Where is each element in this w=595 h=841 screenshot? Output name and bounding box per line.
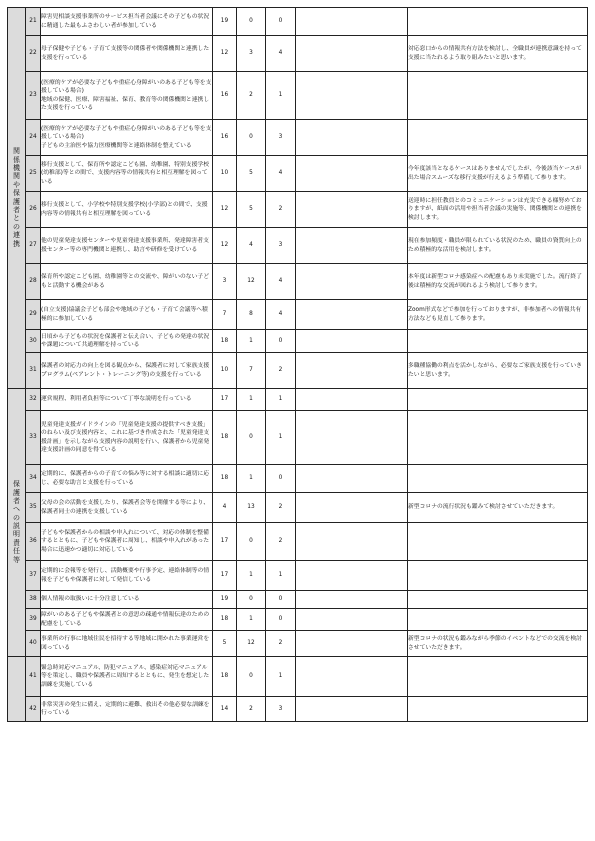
count-yes: 12	[213, 228, 237, 264]
count-yes: 10	[213, 156, 237, 192]
row-number: 36	[26, 523, 41, 561]
comment-text	[408, 8, 588, 36]
comment-text	[408, 389, 588, 411]
section-label	[8, 8, 26, 389]
comment-text	[408, 561, 588, 591]
question-text: 移行支援として、小学校や特別支援学校(小学部)との間で、支援内容等の情報共有と相互理解を図っている	[41, 192, 213, 228]
row-number: 40	[26, 631, 41, 657]
count-neutral: 1	[237, 389, 266, 411]
row-number: 24	[26, 120, 41, 156]
count-no: 4	[266, 36, 296, 72]
comment-text: 今年度該当となるケースはありませんでしたが、今後該当ケースが出た場合スムーズな移行支援が行えるよう準備して参ります。	[408, 156, 588, 192]
count-no: 4	[266, 264, 296, 300]
row-number: 41	[26, 657, 41, 697]
count-no: 2	[266, 523, 296, 561]
table-row	[8, 156, 588, 192]
improvement-cell	[296, 228, 408, 264]
improvement-cell	[296, 156, 408, 192]
count-neutral: 1	[237, 609, 266, 631]
count-neutral: 4	[237, 228, 266, 264]
table-row	[8, 330, 588, 353]
question-text: (自立支援)協議会子ども部会や地域の子ども・子育て会議等へ積極的に参加している	[41, 300, 213, 330]
count-no: 2	[266, 353, 296, 389]
section-label	[8, 657, 26, 722]
count-yes: 18	[213, 330, 237, 353]
row-number: 38	[26, 591, 41, 609]
count-neutral: 0	[237, 8, 266, 36]
count-yes: 18	[213, 411, 237, 465]
evaluation-table	[7, 7, 588, 722]
improvement-cell	[296, 8, 408, 36]
row-number: 42	[26, 697, 41, 722]
count-no: 0	[266, 8, 296, 36]
count-yes: 18	[213, 657, 237, 697]
question-text: (医療的ケアが必要な子どもや重症心身障がいのある子ども等を支援している場合) 地域の保健、医療、障害福祉、保育、教育等の関係機関と連携した支援を行っている	[41, 72, 213, 120]
count-yes: 12	[213, 192, 237, 228]
table-row	[8, 120, 588, 156]
improvement-cell	[296, 411, 408, 465]
count-no: 1	[266, 389, 296, 411]
question-text: 子どもや保護者からの相談や申入れについて、対応の体制を整備するとともに、子どもや保護者に周知し、相談や申入れがあった場合に迅速かつ適切に対応している	[41, 523, 213, 561]
comment-text: Zoom形式などで参加を行っておりますが、非参加者への情報共有方法なども見直して参ります。	[408, 300, 588, 330]
row-number: 35	[26, 493, 41, 523]
improvement-cell	[296, 493, 408, 523]
table-row	[8, 353, 588, 389]
count-yes: 4	[213, 493, 237, 523]
table-row	[8, 523, 588, 561]
comment-text	[408, 120, 588, 156]
row-number: 30	[26, 330, 41, 353]
row-number: 21	[26, 8, 41, 36]
count-yes: 3	[213, 264, 237, 300]
question-text: 定期的に会報等を発行し、活動概要や行事予定、連絡体制等の情報を子どもや保護者に対して発信している	[41, 561, 213, 591]
question-text: 日頃から子どもの状況を保護者と伝え合い、子どもの発達の状況や課題について共通理解を持っている	[41, 330, 213, 353]
improvement-cell	[296, 192, 408, 228]
comment-text	[408, 697, 588, 722]
comment-text	[408, 591, 588, 609]
question-text: 障害児相談支援事業所のサービス担当者会議にその子どもの状況に精通した最もふさわしい者が参加している	[41, 8, 213, 36]
improvement-cell	[296, 631, 408, 657]
comment-text: 新型コロナの流行状況も鑑みて検討させていただきます。	[408, 493, 588, 523]
table-row	[8, 264, 588, 300]
row-number: 34	[26, 465, 41, 493]
improvement-cell	[296, 657, 408, 697]
count-neutral: 0	[237, 591, 266, 609]
count-neutral: 5	[237, 192, 266, 228]
comment-text: 新型コロナの状況も鑑みながら季節のイベントなどでの交流を検討させていただきます。	[408, 631, 588, 657]
count-no: 1	[266, 72, 296, 120]
row-number: 28	[26, 264, 41, 300]
count-no: 2	[266, 192, 296, 228]
count-yes: 19	[213, 8, 237, 36]
count-yes: 12	[213, 36, 237, 72]
count-neutral: 0	[237, 120, 266, 156]
row-number: 39	[26, 609, 41, 631]
count-yes: 18	[213, 609, 237, 631]
count-neutral: 1	[237, 465, 266, 493]
count-neutral: 1	[237, 561, 266, 591]
count-no: 2	[266, 493, 296, 523]
comment-text	[408, 609, 588, 631]
comment-text	[408, 411, 588, 465]
section-label-text: 関係機関や保護者との連携	[13, 147, 20, 248]
comment-text: 本年度は新型コロナ感染症への配慮もあり未実施でした。流行終了後は積極的な交流が図れるよう検討して参ります。	[408, 264, 588, 300]
count-yes: 16	[213, 72, 237, 120]
count-neutral: 3	[237, 36, 266, 72]
improvement-cell	[296, 609, 408, 631]
count-yes: 14	[213, 697, 237, 722]
improvement-cell	[296, 300, 408, 330]
question-text: 事業所の行事に地域住民を招待する等地域に開かれた事業運営を図っている	[41, 631, 213, 657]
evaluation-sheet	[7, 7, 587, 835]
count-yes: 19	[213, 591, 237, 609]
count-no: 0	[266, 465, 296, 493]
count-yes: 7	[213, 300, 237, 330]
count-neutral: 5	[237, 156, 266, 192]
question-text: 障がいのある子どもや保護者との意思の疎通や情報伝達のための配慮をしている	[41, 609, 213, 631]
table-row	[8, 561, 588, 591]
improvement-cell	[296, 697, 408, 722]
comment-text	[408, 330, 588, 353]
improvement-cell	[296, 389, 408, 411]
comment-text	[408, 465, 588, 493]
count-neutral: 7	[237, 353, 266, 389]
section-label-text: 保護者への説明責任等	[13, 480, 20, 564]
row-number: 26	[26, 192, 41, 228]
count-neutral: 12	[237, 631, 266, 657]
table-row	[8, 192, 588, 228]
table-row	[8, 411, 588, 465]
comment-text	[408, 523, 588, 561]
table-row	[8, 465, 588, 493]
question-text: 個人情報の取扱いに十分注意している	[41, 591, 213, 609]
row-number: 37	[26, 561, 41, 591]
count-no: 0	[266, 330, 296, 353]
row-number: 25	[26, 156, 41, 192]
question-text: 母子保健や子ども・子育て支援等の関係者や関係機関と連携した支援を行っている	[41, 36, 213, 72]
comment-text: 対応窓口からの情報共有方法を検討し、全職員が連携意識を持って支援に当たれるよう取り組みたいと思います。	[408, 36, 588, 72]
table-row	[8, 389, 588, 411]
count-yes: 5	[213, 631, 237, 657]
question-text: 児童発達支援ガイドラインの「児童発達支援の提供すべき支援」のねらい及び支援内容と、これに基づき作成された「児童発達支援計画」を示しながら支援内容の説明を行い、保護者から児童発達支援計画の同意を得ている	[41, 411, 213, 465]
comment-text: 現在参加頻度・職員が限られている状況のため、職員の資質向上のため積極的な活用を検討します。	[408, 228, 588, 264]
table-row	[8, 36, 588, 72]
comment-text: 送迎時に担任教員とのコミュニケーションは充実できる様努めておりますが、紙面の活用や担当者会議の実施等、関係機関との連携を検討します。	[408, 192, 588, 228]
improvement-cell	[296, 465, 408, 493]
question-text: (医療的ケアが必要な子どもや重症心身障がいのある子ども等を支援している場合) 子どもの主治医や協力医療機関等と連絡体制を整えている	[41, 120, 213, 156]
count-neutral: 8	[237, 300, 266, 330]
count-no: 3	[266, 697, 296, 722]
table-row	[8, 228, 588, 264]
count-neutral: 13	[237, 493, 266, 523]
question-text: 非常災害の発生に備え、定期的に避難、救出その他必要な訓練を行っている	[41, 697, 213, 722]
improvement-cell	[296, 591, 408, 609]
count-yes: 17	[213, 523, 237, 561]
count-yes: 10	[213, 353, 237, 389]
improvement-cell	[296, 353, 408, 389]
row-number: 29	[26, 300, 41, 330]
count-yes: 18	[213, 465, 237, 493]
question-text: 保護者の対応力の向上を図る観点から、保護者に対して家族支援プログラム(ペアレント・トレーニング等)の支援を行っている	[41, 353, 213, 389]
table-row	[8, 657, 588, 697]
count-neutral: 0	[237, 523, 266, 561]
count-no: 4	[266, 156, 296, 192]
count-neutral: 0	[237, 657, 266, 697]
row-number: 22	[26, 36, 41, 72]
question-text: 他の児童発達支援センターや児童発達支援事業所、発達障害者支援センター等の専門機関と連携し、助言や研修を受けている	[41, 228, 213, 264]
question-text: 移行支援として、保育所や認定こども園、幼稚園、特別支援学校(幼稚部)等との間で、支援内容等の情報共有と相互理解を図っている	[41, 156, 213, 192]
table-row	[8, 493, 588, 523]
table-row	[8, 300, 588, 330]
question-text: 緊急時対応マニュアル、防犯マニュアル、感染症対応マニュアル等を策定し、職員や保護者に周知するとともに、発生を想定した訓練を実施している	[41, 657, 213, 697]
question-text: 父母の会の活動を支援したり、保護者会等を開催する等により、保護者同士の連携を支援している	[41, 493, 213, 523]
row-number: 27	[26, 228, 41, 264]
count-yes: 16	[213, 120, 237, 156]
row-number: 31	[26, 353, 41, 389]
improvement-cell	[296, 523, 408, 561]
improvement-cell	[296, 36, 408, 72]
count-neutral: 1	[237, 330, 266, 353]
table-row	[8, 8, 588, 36]
count-neutral: 12	[237, 264, 266, 300]
improvement-cell	[296, 120, 408, 156]
improvement-cell	[296, 264, 408, 300]
count-neutral: 0	[237, 411, 266, 465]
row-number: 33	[26, 411, 41, 465]
improvement-cell	[296, 72, 408, 120]
table-row	[8, 697, 588, 722]
count-no: 2	[266, 631, 296, 657]
count-no: 0	[266, 591, 296, 609]
table-row	[8, 591, 588, 609]
count-yes: 17	[213, 389, 237, 411]
count-no: 3	[266, 228, 296, 264]
count-yes: 17	[213, 561, 237, 591]
count-no: 0	[266, 609, 296, 631]
section-label	[8, 389, 26, 657]
comment-text	[408, 657, 588, 697]
row-number: 32	[26, 389, 41, 411]
question-text: 定期的に、保護者からの子育ての悩み等に対する相談に適切に応じ、必要な助言と支援を行っている	[41, 465, 213, 493]
count-no: 4	[266, 300, 296, 330]
improvement-cell	[296, 330, 408, 353]
count-no: 1	[266, 411, 296, 465]
improvement-cell	[296, 561, 408, 591]
count-no: 3	[266, 120, 296, 156]
table-row	[8, 631, 588, 657]
table-row	[8, 609, 588, 631]
row-number: 23	[26, 72, 41, 120]
question-text: 運営規程、利用者負担等について丁寧な説明を行っている	[41, 389, 213, 411]
count-neutral: 2	[237, 72, 266, 120]
count-no: 1	[266, 657, 296, 697]
count-neutral: 2	[237, 697, 266, 722]
count-no: 1	[266, 561, 296, 591]
comment-text: 多職種協働の利点を活かしながら、必要なご家族支援を行っていきたいと思います。	[408, 353, 588, 389]
question-text: 保育所や認定こども園、幼稚園等との交流や、障がいのない子どもと活動する機会がある	[41, 264, 213, 300]
comment-text	[408, 72, 588, 120]
table-row	[8, 72, 588, 120]
